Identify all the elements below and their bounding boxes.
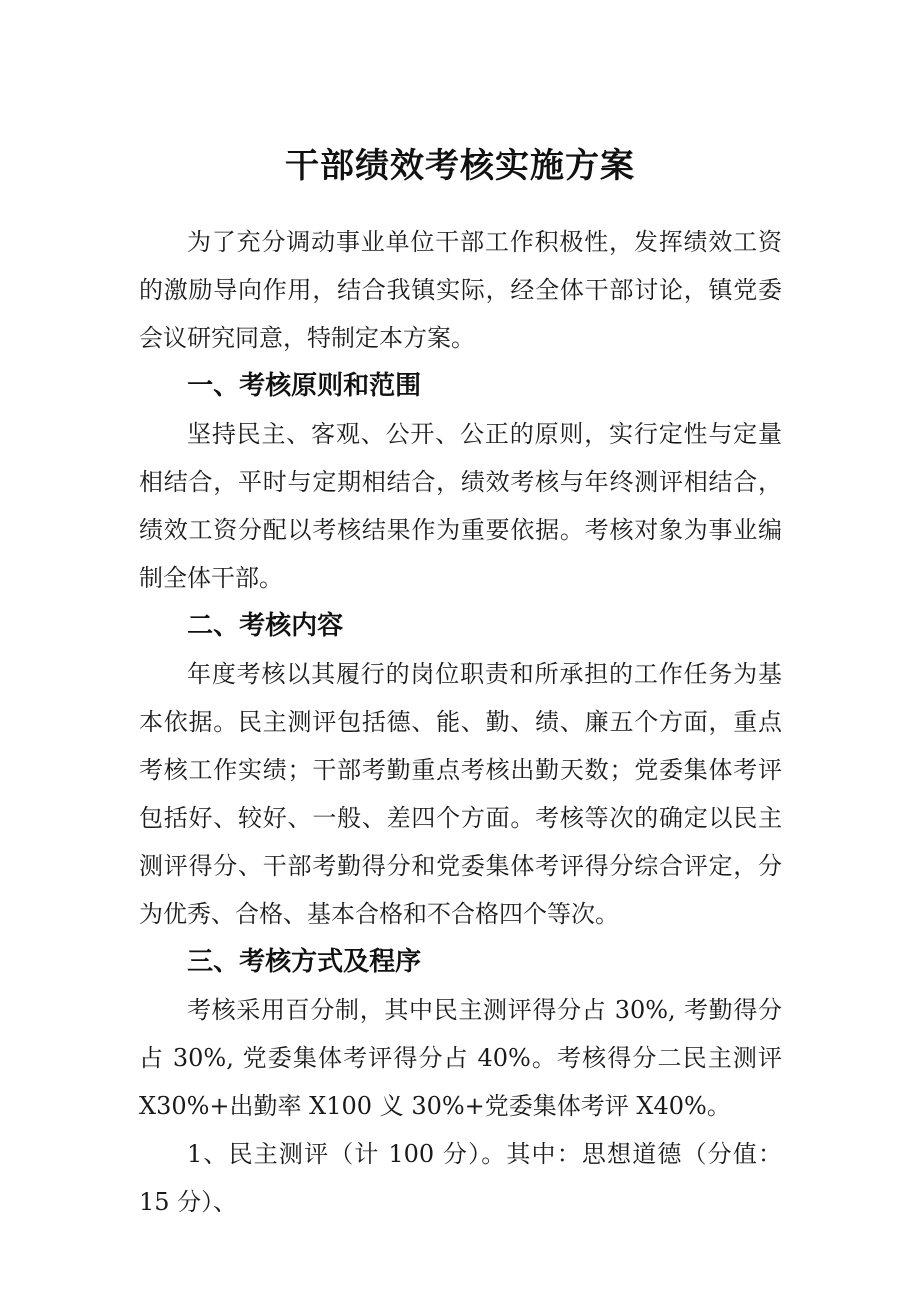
- paragraph: 1、民主测评（计 100 分）。其中：思想道德（分值：15 分）、: [139, 1140, 782, 1216]
- paragraph: 为了充分调动事业单位干部工作积极性，发挥绩效工资的激励导向作用，结合我镇实际，经全体干部讨论，镇党委会议研究同意，特制定本方案。: [139, 228, 782, 352]
- section-heading: 一、考核原则和范围: [187, 371, 422, 401]
- paragraph: 坚持民主、客观、公开、公正的原则，实行定性与定量相结合，平时与定期相结合，绩效考核与年终测评相结合，绩效工资分配以考核结果作为重要依据。考核对象为事业编制全体干部。: [139, 420, 782, 592]
- section-heading: 二、考核内容: [187, 611, 344, 641]
- paragraph: 年度考核以其履行的岗位职责和所承担的工作任务为基本依据。民主测评包括德、能、勤、绩、廉五个方面，重点考核工作实绩；干部考勤重点考核出勤天数；党委集体考评包括好、较好、一般、差四个方面。考核等次的确定以民主测评得分、干部考勤得分和党委集体考评得分综合评定，分为优秀、合格、基本合格和不合格四个等次。: [139, 660, 782, 928]
- document-title: 干部绩效考核实施方案: [285, 146, 635, 186]
- section-heading: 三、考核方式及程序: [187, 947, 422, 977]
- document-body: [139, 218, 782, 1226]
- paragraph: 考核采用百分制，其中民主测评得分占 30%, 考勤得分占 30%, 党委集体考评得分占 40%。考核得分二民主测评 X30%+出勤率 X100 义 30%+党委集体考评 X40%。: [139, 996, 782, 1120]
